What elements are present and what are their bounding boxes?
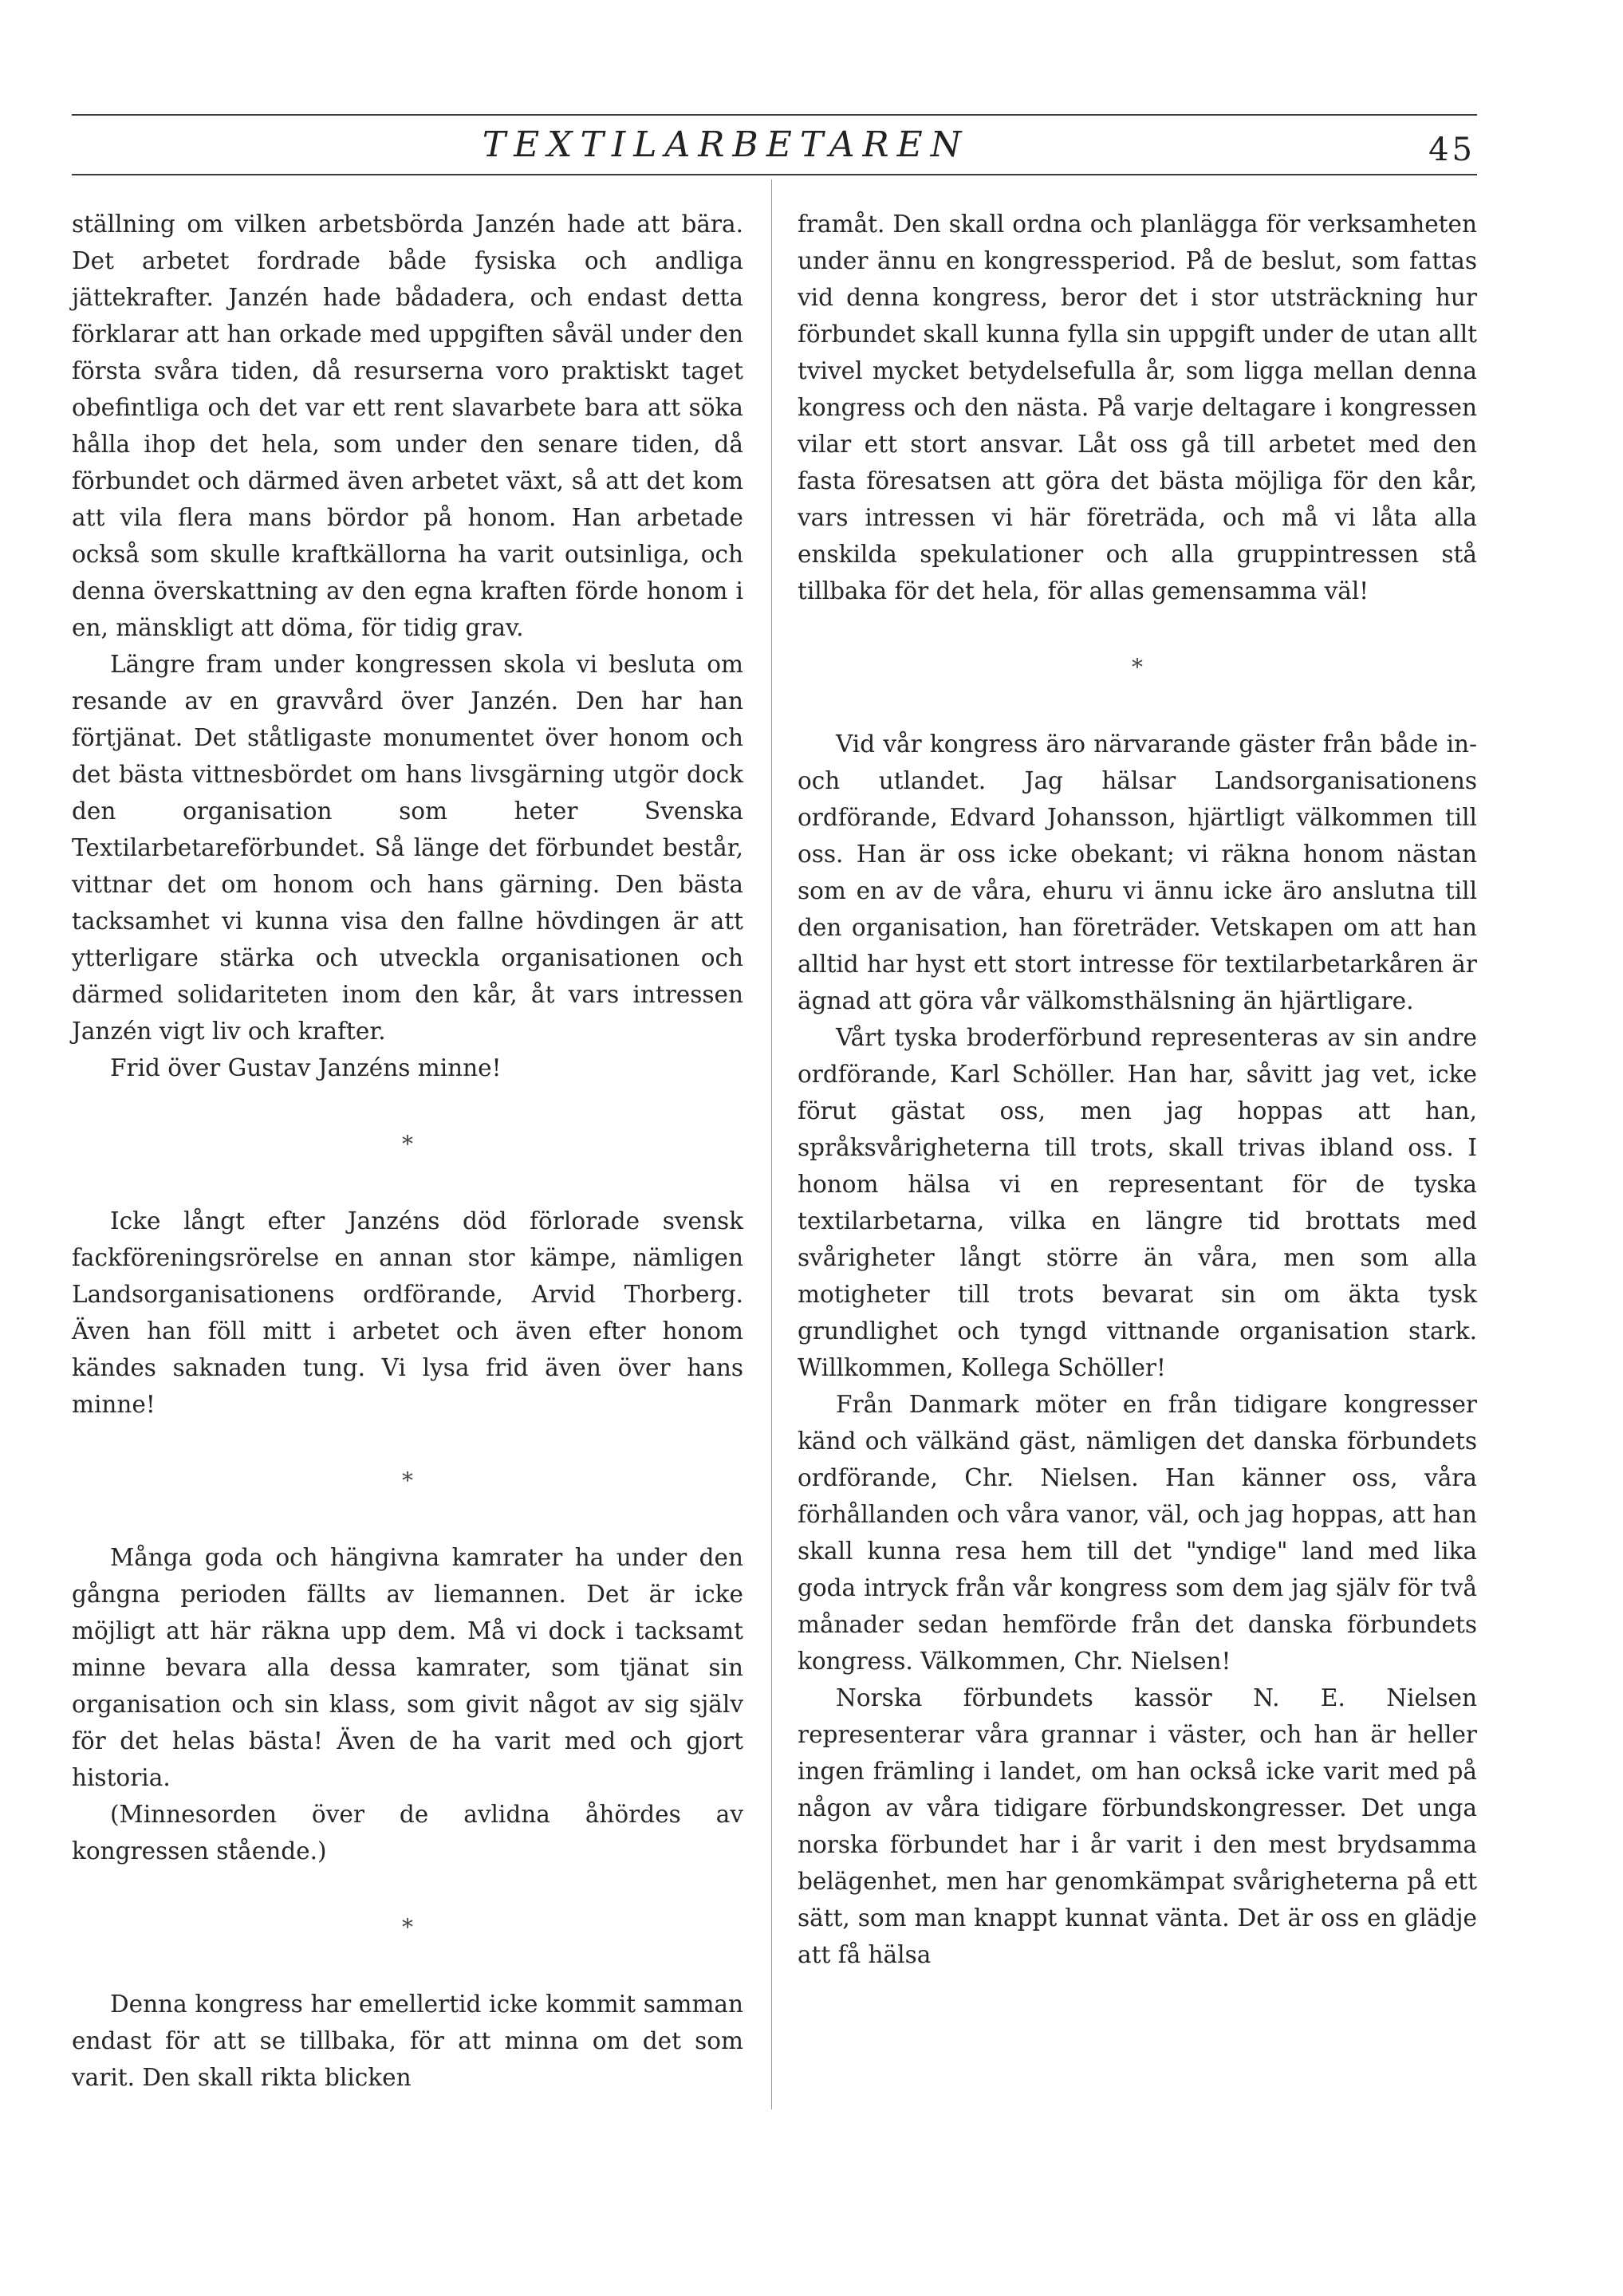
running-header-title: TEXTILARBETAREN (482, 124, 970, 165)
section-separator: * (402, 1467, 413, 1494)
paragraph: (Minnesorden över de avlidna åhördes av kongressen stående.) (72, 1801, 743, 1865)
header-rule-top (72, 114, 1477, 116)
header-rule-bottom (72, 174, 1477, 175)
section-separator: * (402, 1131, 413, 1157)
paragraph: Längre fram under kongressen skola vi besluta om resande av en gravvård över Janzén. Den har han förtjänat. Det ståtligaste monumentet över honom och det bästa vittnesbördet om hans livsgärning utgör dock den organisation som heter Svenska Textilarbetareförbundet. Så länge det förbundet består, vittnar det om honom och hans gärning. Den bästa tacksamhet vi kunna visa den fallne hövdingen är att ytterligare stärka och utveckla organisationen och därmed solidariteten inom den kår, åt vars intressen Janzén vigt liv och krafter. (72, 651, 743, 1045)
page-number: 45 (1428, 132, 1475, 168)
column-divider (771, 179, 772, 2109)
left-column (72, 206, 743, 2096)
paragraph: framåt. Den skall ordna och planlägga för verksamheten under ännu en kongressperiod. På de beslut, som fattas vid denna kongress, beror det i stor utsträckning hur förbundet skall kunna fylla sin uppgift under de utan allt tvivel mycket betydelsefulla år, som ligga mellan denna kongress och den nästa. På varje deltagare i kongressen vilar ett stort ansvar. Låt oss gå till arbetet med den fasta föresatsen att göra det bästa möjliga för den kår, vars intressen vi här företräda, och må vi låta alla enskilda spekulationer och alla gruppintressen stå tillbaka för det hela, för allas gemensamma väl! (798, 211, 1477, 605)
right-column (798, 206, 1477, 1973)
paragraph: Denna kongress har emellertid icke kommit samman endast för att se tillbaka, för att minna om det som varit. Den skall rikta blicken (72, 1991, 743, 2091)
paragraph: ställning om vilken arbetsbörda Janzén hade att bära. Det arbetet fordrade både fysiska och andliga jättekrafter. Janzén hade bådadera, och endast detta förklarar att han orkade med uppgiften såväl under den första svåra tiden, då resurserna voro praktiskt taget obefintliga och det var ett rent slavarbete bara att söka hålla ihop det hela, som under den senare tiden, då förbundet och därmed även arbetet växt, så att det kom att vila flera mans bördor på honom. Han arbetade också som skulle kraftkällorna ha varit outsinliga, och denna överskattning av den egna kraften förde honom i en, mänskligt att döma, för tidig grav. (72, 211, 743, 641)
paragraph: Frid över Gustav Janzéns minne! (110, 1054, 502, 1081)
paragraph: Vid vår kongress äro närvarande gäster från både in- och utlandet. Jag hälsar Landsorganisationens ordförande, Edvard Johansson, hjärtligt välkommen till oss. Han är oss icke obekant; vi räkna honom nästan som en av de våra, ehuru vi ännu icke äro anslutna till den organisation, han företräder. Vetskapen om att han alltid har hyst ett stort intresse för textilarbetarkåren är ägnad att göra vår välkomsthälsning än hjärtligare. (798, 731, 1477, 1014)
paragraph: Norska förbundets kassör N. E. Nielsen representerar våra grannar i väster, och han är heller ingen främling i landet, om han också icke varit med på någon av våra tidigare förbundskongresser. Det unga norska förbundet har i år varit i den mest brydsamma belägenhet, men har genomkämpat svårigheterna på ett sätt, som man knappt kunnat vänta. Det är oss en glädje att få hälsa (798, 1684, 1477, 1968)
paragraph: Icke långt efter Janzéns död förlorade svensk fackföreningsrörelse en annan stor kämpe, nämligen Landsorganisationens ordförande, Arvid Thorberg. Även han föll mitt i arbetet och även efter honom kändes saknaden tung. Vi lysa frid även över hans minne! (72, 1207, 743, 1418)
paragraph: Vårt tyska broderförbund representeras av sin andre ordförande, Karl Schöller. Han har, såvitt jag vet, icke förut gästat oss, men jag hoppas att han, språksvårigheterna till trots, skall trivas ibland oss. I honom hälsa vi en representant för de tyska textilarbetarna, vilka en längre tid brottats med svårigheter långt större än våra, men som alla motigheter till trots bevarat sin om äkta tysk grundlighet och tyngd vittnande organisation stark. Willkommen, Kollega Schöller! (798, 1024, 1477, 1381)
paragraph: Från Danmark möter en från tidigare kongresser känd och välkänd gäst, nämligen det danska förbundets ordförande, Chr. Nielsen. Han känner oss, våra förhållanden och våra vanor, väl, och jag hoppas, att han skall kunna resa hem till det "yndige" land med lika goda intryck från vår kongress som dem jag själv för två månader sedan hemförde från det danska förbundets kongress. Välkommen, Chr. Nielsen! (798, 1391, 1477, 1675)
section-separator: * (402, 1914, 413, 1940)
section-separator: * (1132, 654, 1143, 680)
paragraph: Många goda och hängivna kamrater ha under den gångna perioden fällts av liemannen. Det är icke möjligt att här räkna upp dem. Må vi dock i tacksamt minne bevara alla dessa kamrater, som tjänat sin organisation och sin klass, som givit något av sig själv för det helas bästa! Även de ha varit med och gjort historia. (72, 1544, 743, 1791)
